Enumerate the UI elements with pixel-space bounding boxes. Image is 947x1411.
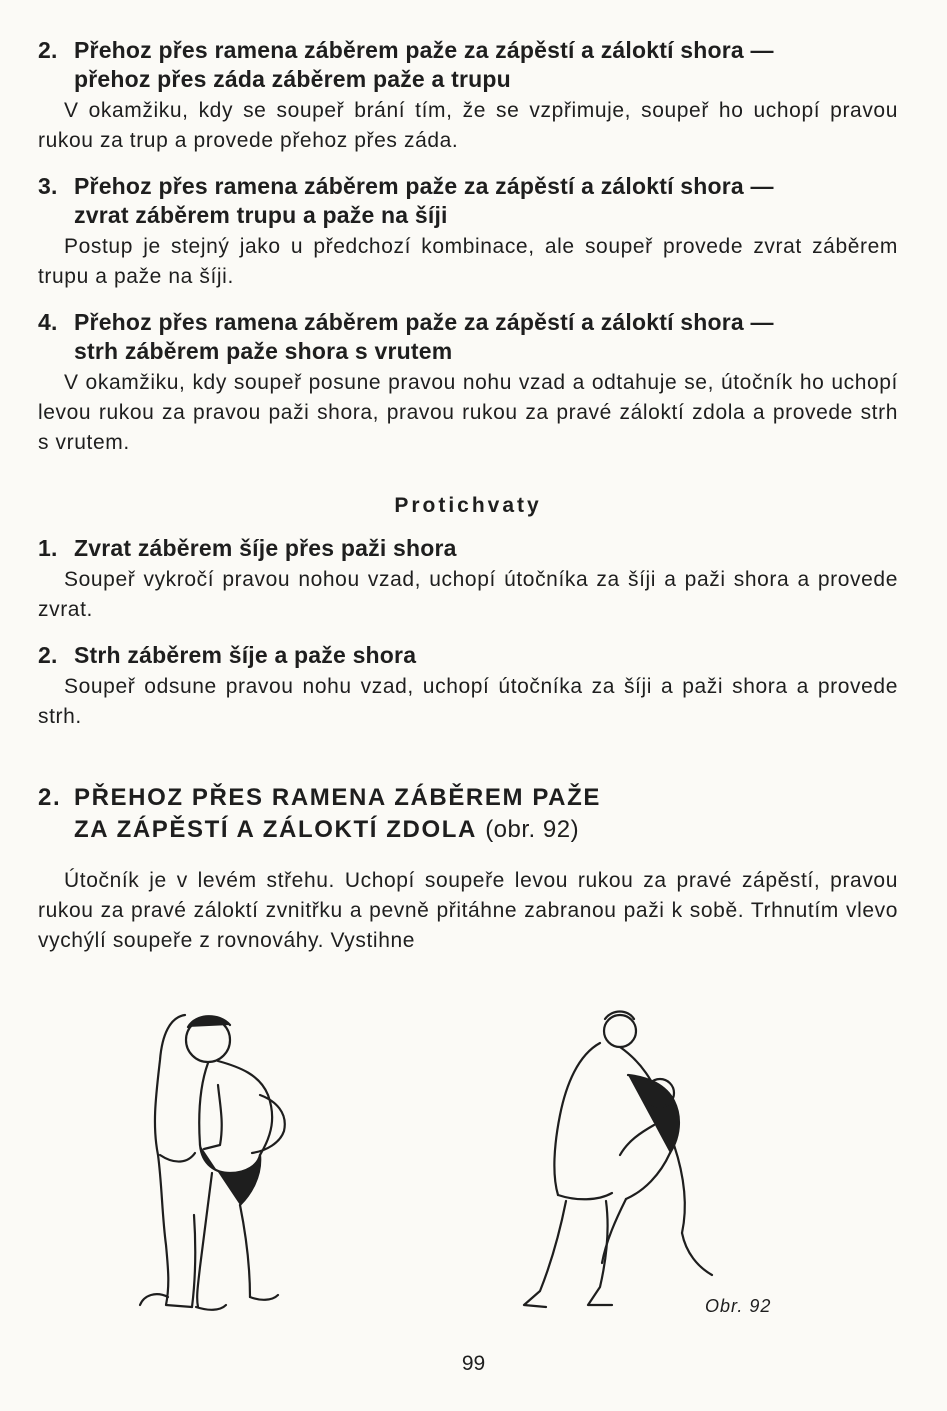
section-4 [38, 308, 898, 458]
page-number: 99 [461, 1352, 486, 1375]
main-heading-line-2: ZA ZÁPĚSTÍ A ZÁLOKTÍ ZDOLA [74, 816, 477, 843]
heading-line-2: zvrat záběrem trupu a paže na šíji [74, 202, 448, 228]
section-3 [38, 172, 898, 292]
counter-heading [38, 534, 898, 563]
counter-number: 2. [38, 642, 58, 668]
left-wrestler-pair [140, 1015, 285, 1310]
section-heading [38, 36, 898, 94]
section-text: V okamžiku, kdy soupeř posune pravou nohu vzad a odtahuje se, útočník ho uchopí levou rukou za pravou paži shora, pravou rukou za pravé záloktí zdola a provede strh s vrutem. [38, 371, 898, 454]
counter-heading [38, 641, 898, 670]
section-number: 2. [38, 37, 58, 63]
heading-line-2: přehoz přes záda záběrem paže a trupu [74, 66, 511, 92]
counter-heading-text: Zvrat záběrem šíje přes paži shora [74, 535, 457, 561]
section-text: V okamžiku, kdy se soupeř brání tím, že se vzpřimuje, soupeř ho uchopí pravou rukou za trup a provede přehoz přes záda. [38, 99, 898, 152]
main-heading-line-1: PŘEHOZ PŘES RAMENA ZÁBĚREM PAŽE [74, 784, 601, 811]
section-2 [38, 36, 898, 156]
page-content [38, 36, 898, 956]
section-heading [38, 308, 898, 366]
heading-line-1: Přehoz přes ramena záběrem paže za zápěstí a záloktí shora — [74, 37, 774, 63]
wrestlers-illustration [100, 1005, 820, 1325]
counter-heading-text: Strh záběrem šíje a paže shora [74, 642, 417, 668]
main-section-text: Útočník je v levém střehu. Uchopí soupeře levou rukou za pravé zápěstí, pravou rukou za pravé záloktí zvnitřku a pevně přitáhne zabranou paži k sobě. Trhnutím vlevo vychýlí soupeře z rovnováhy. Vystihne [38, 869, 898, 952]
figure-caption: Obr. 92 [705, 1296, 772, 1316]
heading-line-1: Přehoz přes ramena záběrem paže za zápěstí a záloktí shora — [74, 309, 774, 335]
counter-number: 1. [38, 535, 58, 561]
figure-reference: (obr. 92) [485, 816, 580, 843]
subtitle-protichvaty: Protichvaty [394, 494, 542, 517]
section-number: 3. [38, 173, 58, 199]
right-wrestler-pair [524, 1012, 712, 1308]
heading-line-2: strh záběrem paže shora s vrutem [74, 338, 453, 364]
counter-1 [38, 534, 898, 625]
counter-text: Soupeř odsune pravou nohu vzad, uchopí útočníka za šíji a paži shora a provede strh. [38, 675, 898, 728]
main-section-heading [38, 782, 898, 846]
section-text: Postup je stejný jako u předchozí kombinace, ale soupeř provede zvrat záběrem trupu a paže na šíji. [38, 235, 898, 288]
main-section-number: 2. [38, 784, 62, 811]
section-number: 4. [38, 309, 58, 335]
heading-line-1: Přehoz přes ramena záběrem paže za zápěstí a záloktí shora — [74, 173, 774, 199]
counter-text: Soupeř vykročí pravou nohou vzad, uchopí útočníka za šíji a paži shora a provede zvrat. [38, 568, 898, 621]
counter-2 [38, 641, 898, 732]
section-heading [38, 172, 898, 230]
